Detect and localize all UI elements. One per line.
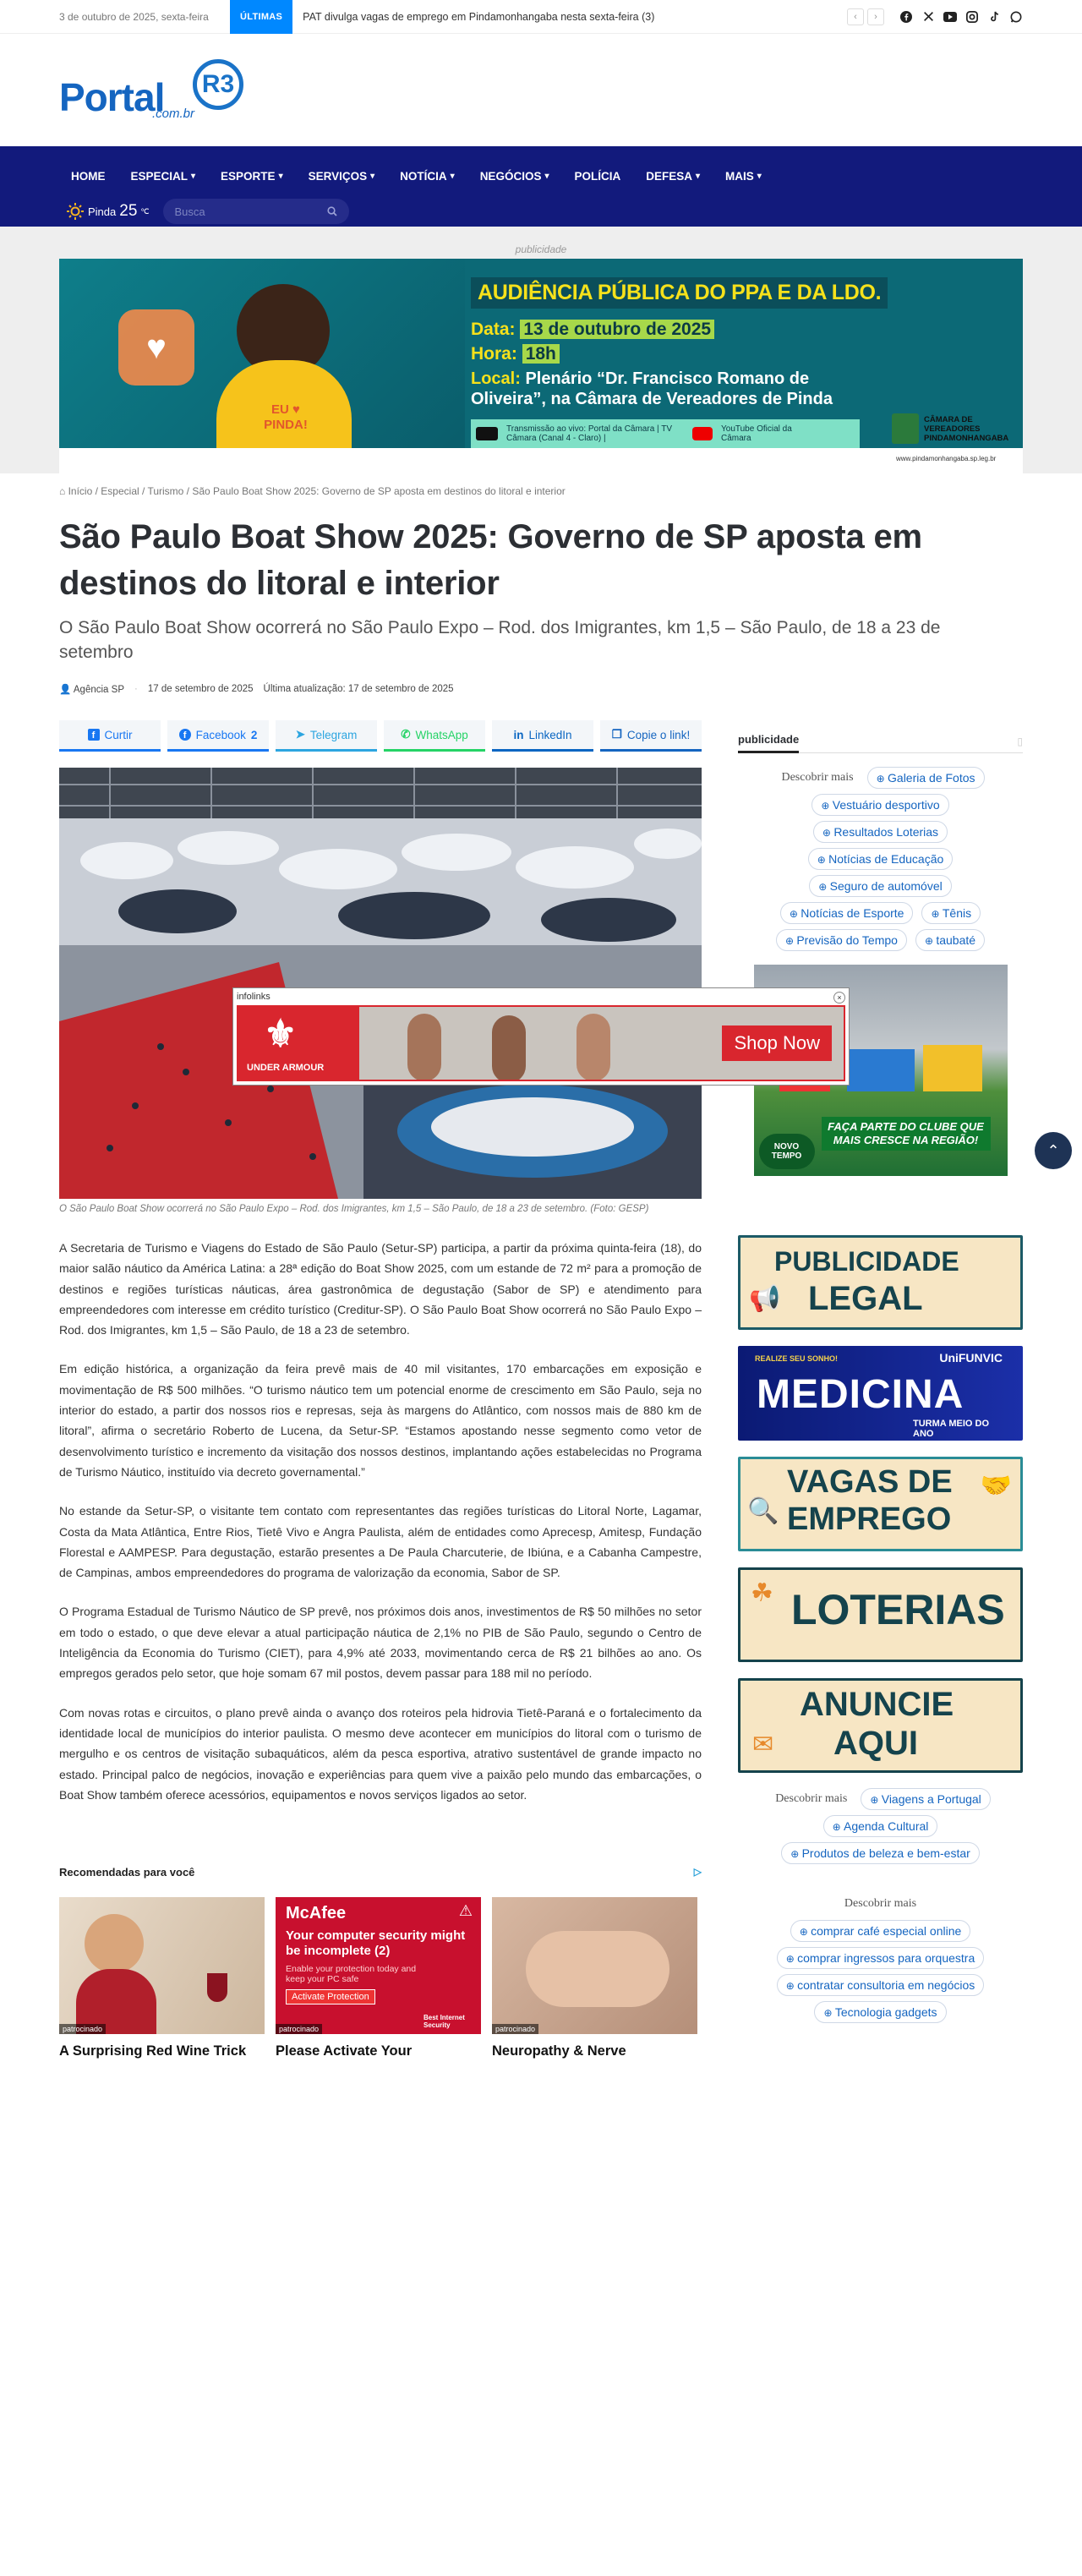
topic-pill[interactable]: ⊕ Agenda Cultural <box>823 1815 938 1837</box>
magnifier-icon: 🔍 <box>747 1497 779 1525</box>
breadcrumb: ⌂ Início / Especial / Turismo / São Paulo Boat Show 2025: Governo de SP aposta em destinos do litoral e interior <box>59 485 566 497</box>
breadcrumb-turismo[interactable]: Turismo <box>147 485 184 497</box>
share-button-telegram[interactable]: ➤ Telegram <box>276 720 377 752</box>
article-meta: 👤 Agência SP · 17 de setembro de 2025 Última atualização: 17 de setembro de 2025 <box>59 684 454 695</box>
top-bar <box>0 0 1082 34</box>
nav-item-mais[interactable]: MAIS ▾ <box>725 169 762 183</box>
camera-icon <box>476 427 498 440</box>
chevron-down-icon: ▾ <box>191 171 196 181</box>
nav-item-esporte[interactable]: ESPORTE ▾ <box>221 169 283 183</box>
novo-tempo-ad[interactable]: FAÇA PARTE DO CLUBE QUE MAIS CRESCE NA REGIÃO! NOVO TEMPO <box>754 965 1008 1176</box>
share-button-linkedin[interactable]: in LinkedIn <box>492 720 593 752</box>
telegram-icon: ➤ <box>295 728 305 741</box>
breadcrumb-current: São Paulo Boat Show 2025: Governo de SP aposta em destinos do litoral e interior <box>192 485 566 497</box>
chevron-down-icon: ▾ <box>278 171 283 181</box>
share-count: 2 <box>250 728 258 741</box>
article-title: São Paulo Boat Show 2025: Governo de SP aposta em destinos do litoral e interior <box>59 518 922 602</box>
warning-icon: ⚠ <box>458 1902 473 1920</box>
discover-more-1 <box>738 767 1023 951</box>
main-navigation <box>0 146 1082 227</box>
ad-shirt-text: EU ♥ PINDA! <box>264 402 308 432</box>
document-icon: ▯ <box>1017 736 1023 747</box>
recommended-card[interactable]: McAfee ⚠ Your computer security might be incomplete (2) Enable your protection today and keep your PC safe Activate Protection Best Internet Security patrocinado Please Activate Your <box>276 1897 481 2059</box>
topic-pill[interactable]: ⊕ taubaté <box>915 929 985 951</box>
linkedin-icon: in <box>513 728 524 741</box>
ad-headline: AUDIÊNCIA PÚBLICA DO PPA E DA LDO. <box>471 277 888 309</box>
anuncie-aqui-ad[interactable]: ✉ ANUNCIE AQUI <box>738 1678 1023 1773</box>
loterias-ad[interactable]: ☘ LOTERIAS <box>738 1567 1023 1662</box>
topic-pill[interactable]: ⊕ Galeria de Fotos <box>867 767 985 789</box>
shop-now-button[interactable]: Shop Now <box>722 1025 832 1061</box>
image-caption: O São Paulo Boat Show ocorrerá no São Paulo Expo – Rod. dos Imigrantes, km 1,5 – São Paulo, de 18 a 23 de setembro. (Foto: GESP) <box>59 1204 649 1214</box>
youtube-icon <box>692 427 713 440</box>
article-paragraph: Em edição histórica, a organização da feira prevê mais de 40 mil visitantes, 170 embarcações em exposição e movimentação de R$ 500 milhões. “O turismo náutico tem um potencial enorme de crescimento em São Paulo, seja no interior do estado, a partir dos nossos rios e represas, seja às margens do Atlântico, com nossos mais de 880 km de litoral”, afirma o secretário Roberto de Lucena, da Setur-SP. “Estamos apostando nesse segmento como vetor de desenvolvimento turístico e incremento da visitação dos nossos destinos, implantando ações estabelecidas no Programa de Turismo Náutico, instituído via decreto governamental.” <box>59 1362 702 1479</box>
site-header <box>0 34 1082 146</box>
topic-pill[interactable]: ⊕ comprar café especial online <box>790 1920 971 1942</box>
user-icon: 👤 <box>59 685 72 695</box>
discover-more-3 <box>738 1893 1023 2023</box>
clover-icon: ☘ <box>751 1579 773 1607</box>
site-logo[interactable]: Portal R3 .com.br <box>59 64 254 117</box>
vagas-emprego-ad[interactable]: 🔍 VAGAS DE EMPREGO 🤝 <box>738 1457 1023 1551</box>
topic-pill[interactable]: ⊕ Seguro de automóvel <box>809 875 951 897</box>
share-button-facebook[interactable]: f Facebook 2 <box>167 720 269 752</box>
news-ticker[interactable]: PAT divulga vagas de emprego em Pindamonhangaba nesta sexta-feira (3) <box>303 10 655 23</box>
nav-item-negocios[interactable]: NEGÓCIOS ▾ <box>479 169 549 183</box>
share-button-copy[interactable]: ❐ Copie o link! <box>600 720 702 752</box>
nav-item-noticia[interactable]: NOTÍCIA ▾ <box>400 169 455 183</box>
article-body <box>59 1238 702 1805</box>
social-links <box>899 10 1023 24</box>
whatsapp-icon: ✆ <box>401 728 411 741</box>
article-paragraph: No estande da Setur-SP, o visitante tem contato com representantes das regiões turísticas do Litoral Norte, Lagamar, Costa da Mata Atlântica, Entre Rios, Tietê Vivo e Angra Paulista, além de entidades como Aprecesp, Amitesp, Fundação Florestal e AAMPESP. Para degustação, estarão presentes a De Paula Charcuterie, de Ibiúna, e a Cabanha Campestre, de Campinas, ambos empreendedores do programa de valorização da economia, Sabor de SP. <box>59 1504 702 1580</box>
topic-pill[interactable]: ⊕ Resultados Loterias <box>813 821 948 843</box>
envelope-icon: ✉ <box>752 1731 774 1758</box>
close-icon[interactable]: × <box>833 992 845 1004</box>
topic-pill[interactable]: ⊕ contratar consultoria em negócios <box>777 1974 985 1996</box>
chevron-down-icon: ▾ <box>370 171 375 181</box>
topic-pill[interactable]: ⊕ Produtos de beleza e bem-estar <box>781 1842 980 1864</box>
youtube-icon[interactable] <box>943 10 957 24</box>
nav-item-policia[interactable]: POLÍCIA <box>574 169 621 183</box>
under-armour-logo: ⚜ <box>264 1014 298 1055</box>
article-paragraph: Com novas rotas e circuitos, o plano prevê ainda o avanço dos roteiros pela hidrovia Tietê-Paraná e o fortalecimento da identidade local de municípios do interior paulista. O mesmo deve acontecer em municípios do litoral com o turismo de mergulho e os centros de visitação subaquáticos, além da pesca esportiva, atrativo sustentável de grande impacto no estado. Principal palco de negócios, inovação e experiências para quem vive a paixão pelo mundo das embarcações, o Boat Show também oferece acessórios, equipamentos e novos serviços ligados ao setor. <box>59 1705 702 1802</box>
like-icon: f <box>88 729 100 741</box>
share-button-like[interactable]: f Curtir <box>59 720 161 752</box>
share-button-whatsapp[interactable]: ✆ WhatsApp <box>384 720 485 752</box>
nav-item-servicos[interactable]: SERVIÇOS ▾ <box>308 169 375 183</box>
chevron-down-icon: ▾ <box>450 171 455 181</box>
nav-item-defesa[interactable]: DEFESA ▾ <box>646 169 701 183</box>
copy-icon: ❐ <box>611 728 622 741</box>
facebook-icon[interactable] <box>899 10 913 24</box>
nav-item-especial[interactable]: ESPECIAL ▾ <box>130 169 196 183</box>
recommended-card[interactable]: patrocinado A Surprising Red Wine Trick <box>59 1897 265 2059</box>
updated-date: Última atualização: 17 de setembro de 2025 <box>263 684 454 694</box>
infolinks-overlay-ad[interactable]: infolinks × ⚜ UNDER ARMOUR Shop Now <box>232 987 850 1086</box>
search-input[interactable]: Busca <box>163 199 349 224</box>
facebook-icon: f <box>179 729 191 741</box>
chevron-down-icon: ▾ <box>757 171 762 181</box>
scroll-to-top-button[interactable] <box>1035 1132 1072 1169</box>
recommended-section <box>59 1866 702 2059</box>
handshake-icon: 🤝 <box>980 1472 1012 1500</box>
article-image <box>59 768 702 1199</box>
current-date: 3 de outubro de 2025, sexta-feira <box>59 10 209 23</box>
recommended-title: Recomendadas para você <box>59 1866 195 1879</box>
sidebar-heading: publicidade <box>738 733 799 753</box>
ad-zone <box>0 227 1082 473</box>
topic-pill[interactable]: ⊕ Notícias de Esporte <box>780 902 914 924</box>
publicidade-legal-ad[interactable]: 📢 PUBLICIDADE LEGAL <box>738 1235 1023 1330</box>
nav-item-home[interactable]: HOME <box>71 169 106 183</box>
discover-more-2 <box>738 1788 1023 1864</box>
ad-label: publicidade <box>515 243 567 255</box>
article-paragraph: A Secretaria de Turismo e Viagens do Estado de São Paulo (Setur-SP) participa, a partir da próxima quinta-feira (18), do maior salão náutico da América Latina: a 28ª edição do Boat Show 2025, com um estande de 72 m² para a promoção de destinos e regiões turísticas náuticas, área gastronômica de degustação (Sabor de SP) e atendimento para empreendedores com interesse em crédito turístico (Creditur-SP). O São Paulo Boat Show ocorrerá no São Paulo Expo – Rod. dos Imigrantes, km 1,5 – São Paulo, de 18 a 23 de setembro. <box>59 1241 702 1337</box>
sun-icon <box>66 202 85 221</box>
medicina-ad[interactable]: REALIZE SEU SONHO! UniFUNVIC MEDICINA TURMA MEIO DO ANO <box>738 1346 1023 1441</box>
ultimas-label: ÚLTIMAS <box>230 0 292 34</box>
topic-pill[interactable]: ⊕ Vestuário desportivo <box>812 794 948 816</box>
chevron-down-icon: ▾ <box>696 171 701 181</box>
topic-pill[interactable]: ⊕ Previsão do Tempo <box>776 929 907 951</box>
weather-widget: Pinda 25 ℃ <box>66 202 150 221</box>
home-icon: ⌂ <box>59 485 66 497</box>
camara-crest-icon <box>892 413 919 444</box>
breadcrumb-home[interactable]: Início <box>68 485 93 497</box>
discover-more-label: Descobrir mais <box>844 1897 917 1910</box>
megaphone-icon: 📢 <box>749 1285 781 1313</box>
sidebar <box>738 720 1023 2059</box>
topic-pill[interactable]: ⊕ Tênis <box>921 902 981 924</box>
topic-pill[interactable]: ⊕ comprar ingressos para orquestra <box>777 1947 985 1969</box>
whatsapp-icon[interactable] <box>1009 10 1023 24</box>
chevron-up-icon: ⌃ <box>1046 1141 1060 1159</box>
adchoices-icon[interactable]: ▷ <box>693 1866 702 1879</box>
x-twitter-icon[interactable] <box>921 10 935 24</box>
author[interactable]: 👤 Agência SP <box>59 685 124 695</box>
article-paragraph: O Programa Estadual de Turismo Náutico de SP prevê, nos próximos dois anos, investimentos de R$ 50 milhões no setor em todo o estado, o que deve elevar a atual participação náutica de 2,1% no PIB de São Paulo, segundo o Centro de Inteligência da Economia do Turismo (CIET), para 4,9% até 2033, movimentando cerca de R$ 21 bilhões ao ano. Os empregos gerados pelo setor, que hoje somam 67 mil postos, devem passar para 188 mil no período. <box>59 1605 702 1681</box>
instagram-icon[interactable] <box>965 10 979 24</box>
chevron-down-icon: ▾ <box>544 171 549 181</box>
share-buttons <box>59 720 702 752</box>
ticker-next-button[interactable]: › <box>867 8 884 25</box>
article-subtitle: O São Paulo Boat Show ocorrerá no São Paulo Expo – Rod. dos Imigrantes, km 1,5 – São Paulo, de 18 a 23 de setembro <box>59 618 941 662</box>
tiktok-icon[interactable] <box>987 10 1001 24</box>
discover-more-label: Descobrir mais <box>775 1792 848 1805</box>
topic-pill[interactable]: ⊕ Notícias de Educação <box>808 848 954 870</box>
article-main <box>59 720 702 2059</box>
topic-pill[interactable]: ⊕ Tecnologia gadgets <box>814 2001 946 2023</box>
discover-more-label: Descobrir mais <box>781 771 854 784</box>
recommended-card[interactable]: patrocinado Neuropathy & Nerve <box>492 1897 697 2059</box>
top-ad-banner[interactable]: ♥ EU ♥ PINDA! AUDIÊNCIA PÚBLICA DO PPA E DA LDO. Data: 13 de outubro de 2025 Hora: 18h Local: Plenário “Dr. Francisco Romano de Oliveira”, na Câmara de Vereadores de Pinda Transmissão ao vivo: Portal da Câmara | TV Câmara (Canal 4 - Claro) | YouTube Oficial da Câmara CÂMARA DE VEREADORES PINDAMONHANGABA www.pindamonhangaba.sp.leg.br <box>59 259 1023 473</box>
search-icon[interactable] <box>327 206 337 216</box>
topic-pill[interactable]: ⊕ Viagens a Portugal <box>861 1788 990 1810</box>
publish-date: 17 de setembro de 2025 <box>147 684 254 694</box>
breadcrumb-especial[interactable]: Especial <box>101 485 139 497</box>
ticker-prev-button[interactable]: ‹ <box>847 8 864 25</box>
